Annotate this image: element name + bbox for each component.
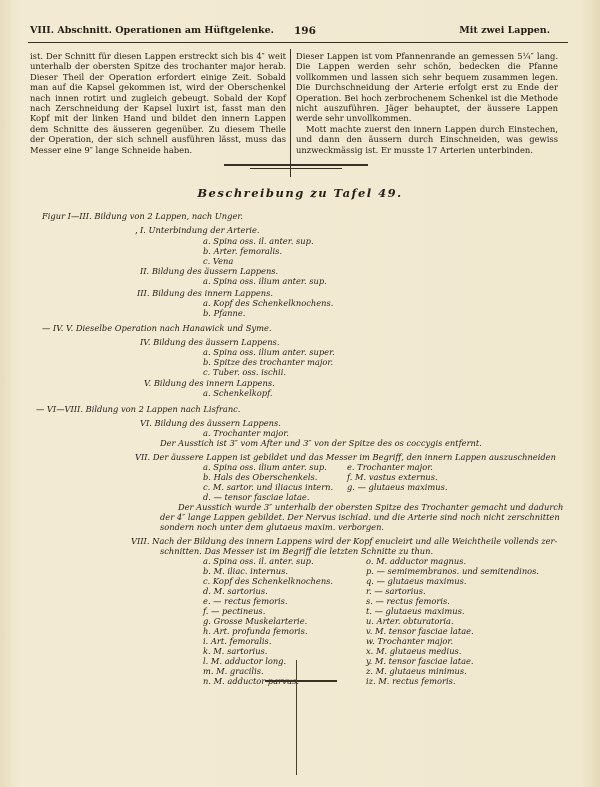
muscle-list-left-item: a. Spina oss. il. anter. sup. [203,556,314,566]
figure-4-item-IV: IV. Bildung des äussern Lappens. [140,337,280,347]
end-rule [265,680,337,682]
muscle-list-right-item: r. — sartorius. [366,586,426,596]
figure-1-heading: Figur I—III. Bildung von 2 Lappen, nach Unger. [42,211,244,221]
figure-6-item-VIIg: g. — glutaeus maximus. [347,482,448,492]
right-text-column [296,51,558,155]
figure-6-item-VI: VI. Bildung des äussern Lappens. [140,418,281,428]
figure-1-item-Ib: b. Arter. femoralis. [203,246,283,256]
figure-6-VIII-line-2: schnitten. Das Messer ist im Begriff die letzten Schnitte zu thun. [160,546,434,556]
fold-line [296,660,297,775]
figure-1-item-IIIa: a. Kopf des Schenkelknochens. [203,298,334,308]
figure-1-item-Ic: c. Vena [203,256,234,266]
section-rule-top [224,164,368,166]
muscle-list-right-item: p. — semimembranos. und semitendinos. [366,566,540,576]
muscle-list-left-item: b. M. iliac. internus. [203,566,288,576]
page-header [30,25,562,39]
figure-4-item-Va: a. Schenkelkopf. [203,388,273,398]
right-paragraph-2: Mott machte zuerst den innern Lappen durch Einstechen, und dann den äussern durch Einschneiden, was gewiss unzweckmässig ist. Er musste 17 Arterien unterbinden. [296,123,558,155]
muscle-list-right-item: w. Trochanter major. [366,636,454,646]
muscle-list-left-item: e. — rectus femoris. [203,596,288,606]
muscle-list-left-item: l. M. adductor long. [203,656,287,666]
muscle-list-left-item: k. M. sartorius. [203,646,268,656]
figure-1-item-III: III. Bildung des innern Lappens. [137,288,273,298]
figure-1-item-II: II. Bildung des äussern Lappens. [140,266,279,276]
muscle-list-left-item: g. Grosse Muskelarterie. [203,616,308,626]
muscle-list-left-item: n. M. adductor parvus. [203,676,300,686]
figure-6-item-VIIc: c. M. sartor. und iliacus intern. [203,482,334,492]
muscle-list-right-item: z. M. glutaeus minimus. [366,666,467,676]
muscle-list-left-item: m. M. gracilis. [203,666,264,676]
figure-4-item-IVc: c. Tuber. oss. ischii. [203,367,286,377]
left-text-column [30,51,286,155]
muscle-list-right-item: iz. M. rectus femoris. [366,676,456,686]
figure-6-VII-note-1: Der Ausstich wurde 3″ unterhalb der obersten Spitze des Trochanter gemacht und dadurch [178,502,564,512]
figure-4-item-IVa: a. Spina oss. ilium anter. super. [203,347,335,357]
figure-4-item-V: V. Bildung des innern Lappens. [144,378,275,388]
figure-6-item-VIIf: f. M. vastus externus. [347,472,438,482]
column-divider [290,49,291,177]
figure-4-item-IVb: b. Spitze des trochanter major. [203,357,334,367]
right-paragraph-1: Dieser Lappen ist vom Pfannenrande an gemessen 5¼″ lang. Die Lappen werden sehr schön, bedecken die Pfanne vollkommen und lassen sich sehr bequem zusammen legen. Die Durchschneidung der Arterie erfolgt erst zu Ende der Operation. Bei hoch zerbrochenem Schenkel ist die Methode nicht auszuführen. Jäger behauptet, der äussere Lappen werde sehr unvollkommen. [296,51,558,124]
figure-6-heading: — VI—VIII. Bildung von 2 Lappen nach Lisfranc. [36,404,241,414]
muscle-list-right-item: y. M. tensor fasciae latae. [366,656,474,666]
figure-6-item-VIIb: b. Hals des Oberschenkels. [203,472,318,482]
muscle-list-right-item: v. M. tensor fasciae latae. [366,626,474,636]
figure-1-item-I: I. Unterbindung der Arterie. [140,225,260,235]
muscle-list-left-item: f. — pectineus. [203,606,266,616]
header-chapter-title: Mit zwei Lappen. [459,25,550,36]
muscle-list-left-item: c. Kopf des Schenkelknochens. [203,576,334,586]
figure-4-heading: — IV. V. Dieselbe Operation nach Hanawick und Syme. [42,323,272,333]
muscle-list-left-item: i. Art. femoralis. [203,636,272,646]
left-paragraph: ist. Der Schnitt für diesen Lappen erstreckt sich bis 4″ weit unterhalb der obersten Spitze des trochanter major herab. Dieser Theil der Operation erfordert einige Zeit. Sobald man auf die Kapsel gekommen ist, wird der Oberschenkel nach innen rotirt und zugleich gebeugt. Sobald der Kopf nach Zerschneidung der Kapsel luxirt ist, fasst man den Kopf mit der linken Hand und bildet den innern Lappen dem Schnitte des äusseren gegenüber. Zu diesem Theile der Operation, der sich schnell ausführen lässt, muss das Messer eine 9″ lange Schneide haben. [30,51,286,155]
figure-6-VII-note-3: sondern noch unter dem glutaeus maxim. verborgen. [160,522,385,532]
stray-mark: , [135,226,138,236]
figure-1-item-IIa: a. Spina oss. ilium anter. sup. [203,276,327,286]
figure-6-item-VIII: VIII. Nach der Bildung des innern Lappens wird der Kopf enucleirt und alle Weichtheile vollends zer- [131,536,558,546]
figure-6-item-VII: VII. Der äussere Lappen ist gebildet und das Messer im Begriff, den innern Lappen auszuschneiden [135,452,556,462]
figure-6-item-VIIa: a. Spina oss. ilium anter. sup. [203,462,327,472]
muscle-list-left-item: d. M. sartorius. [203,586,268,596]
muscle-list-right-item: u. Arter. obturatoria. [366,616,454,626]
muscle-list-left-item: h. Art. profunda femoris. [203,626,308,636]
figure-1-item-Ia: a. Spina oss. il. anter. sup. [203,236,314,246]
section-rule-thin [250,168,342,169]
muscle-list-right-item: x. M. glutaeus medius. [366,646,462,656]
figure-1-item-IIIb: b. Pfanne. [203,308,246,318]
figure-6-item-VIa: a. Trochanter major. [203,428,289,438]
header-rule [28,42,568,43]
section-title: Beschreibung zu Tafel 49. [197,186,403,200]
figure-6-item-VIIe: e. Trochanter major. [347,462,433,472]
header-section-title: VIII. Abschnitt. Operationen am Hüftgelenke. [30,25,274,36]
figure-6-item-VIId: d. — tensor fasciae latae. [203,492,310,502]
muscle-list-right-item: o. M. adductor magnus. [366,556,467,566]
muscle-list-right-item: q. — glutaeus maximus. [366,576,467,586]
figure-6-VII-note-2: der 4″ lange Lappen gebildet. Der Nervus ischiad. und die Arterie sind noch nicht zerschnitten [160,512,560,522]
header-page-number: 196 [294,25,316,37]
muscle-list-right-item: t. — glutaeus maximus. [366,606,465,616]
figure-6-VI-note: Der Ausstich ist 3″ vom After und 3″ von der Spitze des os coccygis entfernt. [160,438,482,448]
muscle-list-right-item: s. — rectus femoris. [366,596,450,606]
